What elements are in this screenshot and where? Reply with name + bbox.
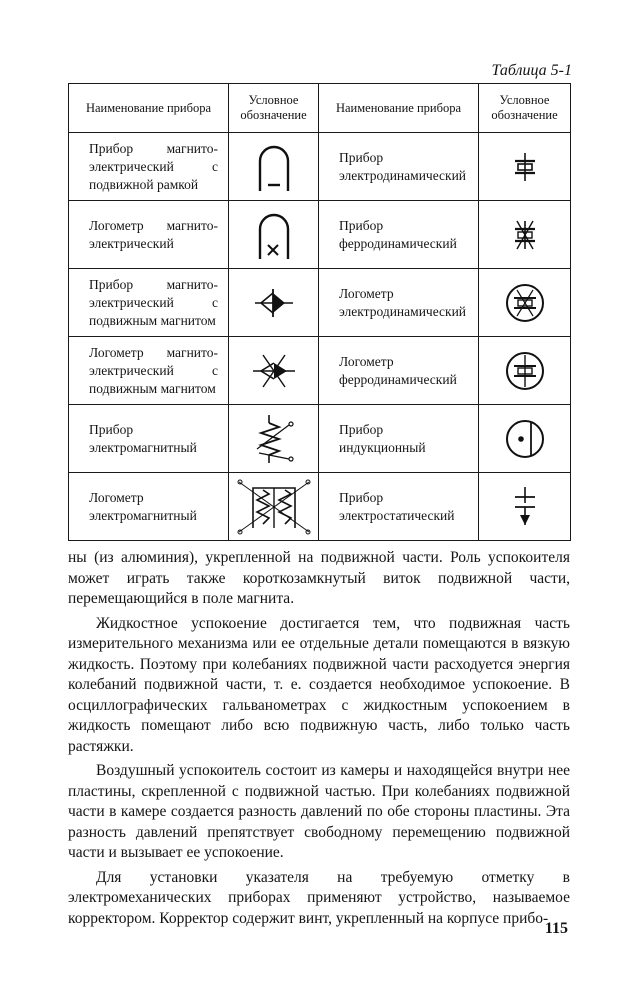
electrostatic-instrument-icon: [505, 483, 545, 531]
moving-magnet-ratiometer-icon: [249, 349, 299, 393]
electrodynamic-ratiometer-icon: [503, 281, 547, 325]
electrodynamic-instrument-icon: [505, 147, 545, 187]
instrument-name: Прибор ферродинамический: [319, 201, 479, 269]
ferrodynamic-ratiometer-icon: [503, 349, 547, 393]
instrument-name: Логометр магнито-электрический с подвижным магнитом: [69, 337, 229, 405]
table-row: [69, 201, 571, 269]
instrument-name: Логометр магнито-электрический: [69, 201, 229, 269]
table-row: [69, 133, 571, 201]
instrument-name: Прибор электромагнитный: [69, 405, 229, 473]
instrument-name: Прибор индукционный: [319, 405, 479, 473]
table-row: [69, 473, 571, 541]
electromagnetic-ratiometer-icon: [235, 476, 313, 538]
instrument-name: Логометр электродинамический: [319, 269, 479, 337]
ferrodynamic-instrument-icon: [505, 213, 545, 257]
symbols-table: [68, 83, 571, 541]
electromagnetic-instrument-icon: [249, 411, 299, 467]
header-symbol-right: Условное обозначение: [479, 84, 571, 133]
page-number: 115: [544, 920, 568, 937]
instrument-name: Логометр электромагнитный: [69, 473, 229, 541]
body-text: [68, 548, 570, 929]
table-row: [69, 405, 571, 473]
paragraph: ны (из алюминия), укрепленной на подвижной части. Роль успокоителя может играть также короткозамкнутый виток подвижной части, перемещающийся в поле магнита.: [68, 549, 570, 607]
header-name-left: Наименование прибора: [69, 84, 229, 133]
header-name-right: Наименование прибора: [319, 84, 479, 133]
table-row: [69, 337, 571, 405]
header-symbol-left: Условное обозначение: [229, 84, 319, 133]
instrument-name: Прибор электродинамический: [319, 133, 479, 201]
moving-magnet-instrument-icon: [249, 283, 299, 323]
instrument-name: Прибор магнито-электрический с подвижным магнитом: [69, 269, 229, 337]
table-row: [69, 269, 571, 337]
table-header-row: [69, 84, 571, 133]
paragraph: Для установки указателя на требуемую отметку в электромеханических приборах применяют устройство, называемое корректором. Корректор содержит винт, укрепленный на корпусе прибо-: [68, 868, 570, 927]
magnetoelectric-ratiometer-icon: [252, 207, 296, 263]
instrument-name: Логометр ферродинамический: [319, 337, 479, 405]
magnetoelectric-moving-coil-icon: [252, 139, 296, 195]
paragraph: Воздушный успокоитель состоит из камеры и находящейся внутри нее пластины, скрепленной с подвижной частью. При колебаниях подвижной части в камере создается разность давлений по обе стороны пластины. Эта разность давлений препятствует свободному перемещению подвижной части и вызывает ее успокоение.: [68, 762, 570, 861]
table-caption: Таблица 5-1: [491, 62, 572, 79]
instrument-name: Прибор магнито-электрический с подвижной рамкой: [69, 133, 229, 201]
paragraph: Жидкостное успокоение достигается тем, что подвижная часть измерительного механизма или ее отдельные детали помещаются в вязкую жидкость. Поэтому при колебаниях подвижной части расходуется энергия колебаний подвижной части, т. е. создается необходимое успокоение. В осциллографических гальванометрах с жидкостным успокоением в жидкость помещают либо всю подвижную часть, либо только часть растяжки.: [68, 614, 570, 755]
instrument-name: Прибор электростатический: [319, 473, 479, 541]
induction-instrument-icon: [503, 417, 547, 461]
